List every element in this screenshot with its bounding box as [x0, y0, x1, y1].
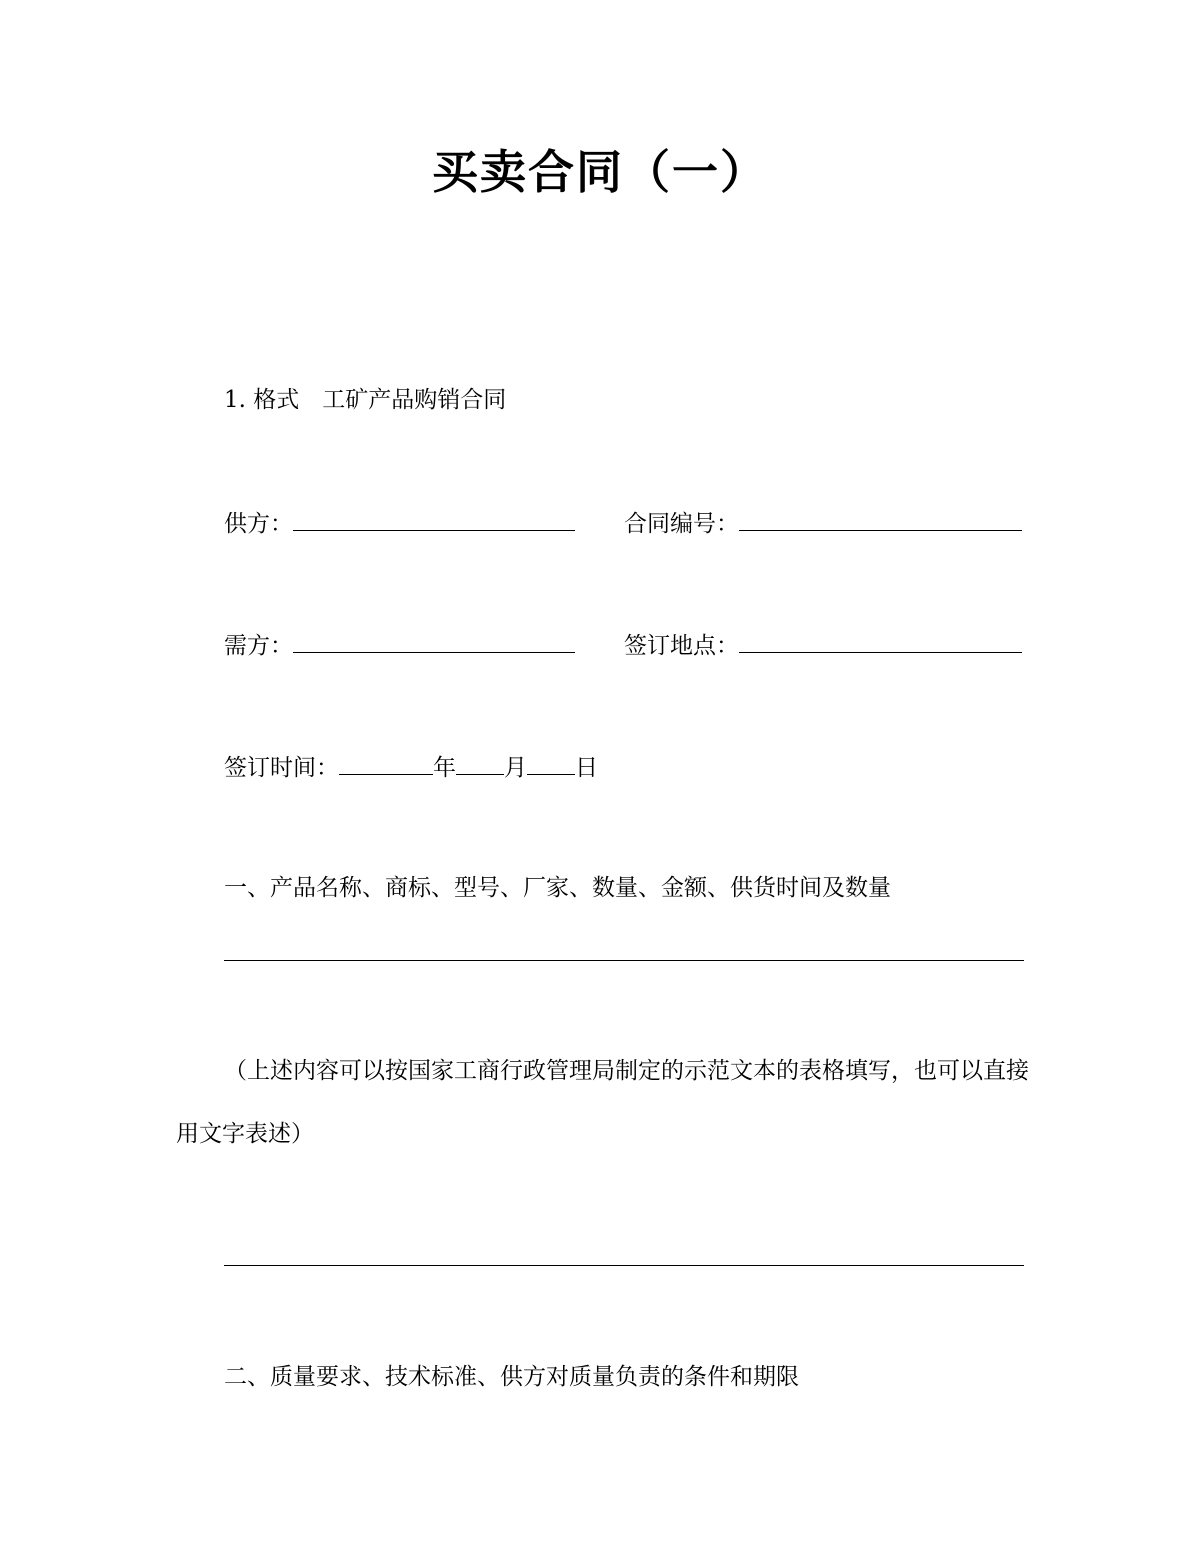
month-blank[interactable]: [456, 750, 504, 775]
supplier-blank[interactable]: [293, 506, 575, 531]
year-blank[interactable]: [339, 750, 433, 775]
note-fill-line[interactable]: [224, 1265, 1024, 1266]
supplier-label: 供方：: [224, 511, 293, 537]
note-line-1: （上述内容可以按国家工商行政管理局制定的示范文本的表格填写，也可以直接: [224, 1058, 1029, 1084]
contract-no-field: [624, 506, 1022, 540]
sign-place-label: 签订地点：: [624, 633, 739, 659]
section-1-fill-line[interactable]: [224, 960, 1024, 961]
contract-no-blank[interactable]: [739, 506, 1022, 531]
sign-time-label: 签订时间：: [224, 755, 339, 781]
section-1-heading: 一、产品名称、商标、型号、厂家、数量、金额、供货时间及数量: [224, 875, 891, 901]
month-label: 月: [504, 755, 527, 781]
note-line-2: 用文字表述）: [176, 1121, 314, 1147]
section-2-heading: 二、质量要求、技术标准、供方对质量负责的条件和期限: [224, 1364, 799, 1390]
sign-time-field: [224, 750, 598, 784]
buyer-field: [224, 628, 575, 662]
day-blank[interactable]: [527, 750, 575, 775]
buyer-blank[interactable]: [293, 628, 575, 653]
year-label: 年: [433, 755, 456, 781]
page-title: 买卖合同（一）: [432, 145, 768, 199]
supplier-field: [224, 506, 575, 540]
contract-no-label: 合同编号：: [624, 511, 739, 537]
day-label: 日: [575, 755, 598, 781]
sign-place-blank[interactable]: [739, 628, 1022, 653]
format-line: 1. 格式 工矿产品购销合同: [224, 387, 507, 413]
buyer-label: 需方：: [224, 633, 293, 659]
sign-place-field: [624, 628, 1022, 662]
